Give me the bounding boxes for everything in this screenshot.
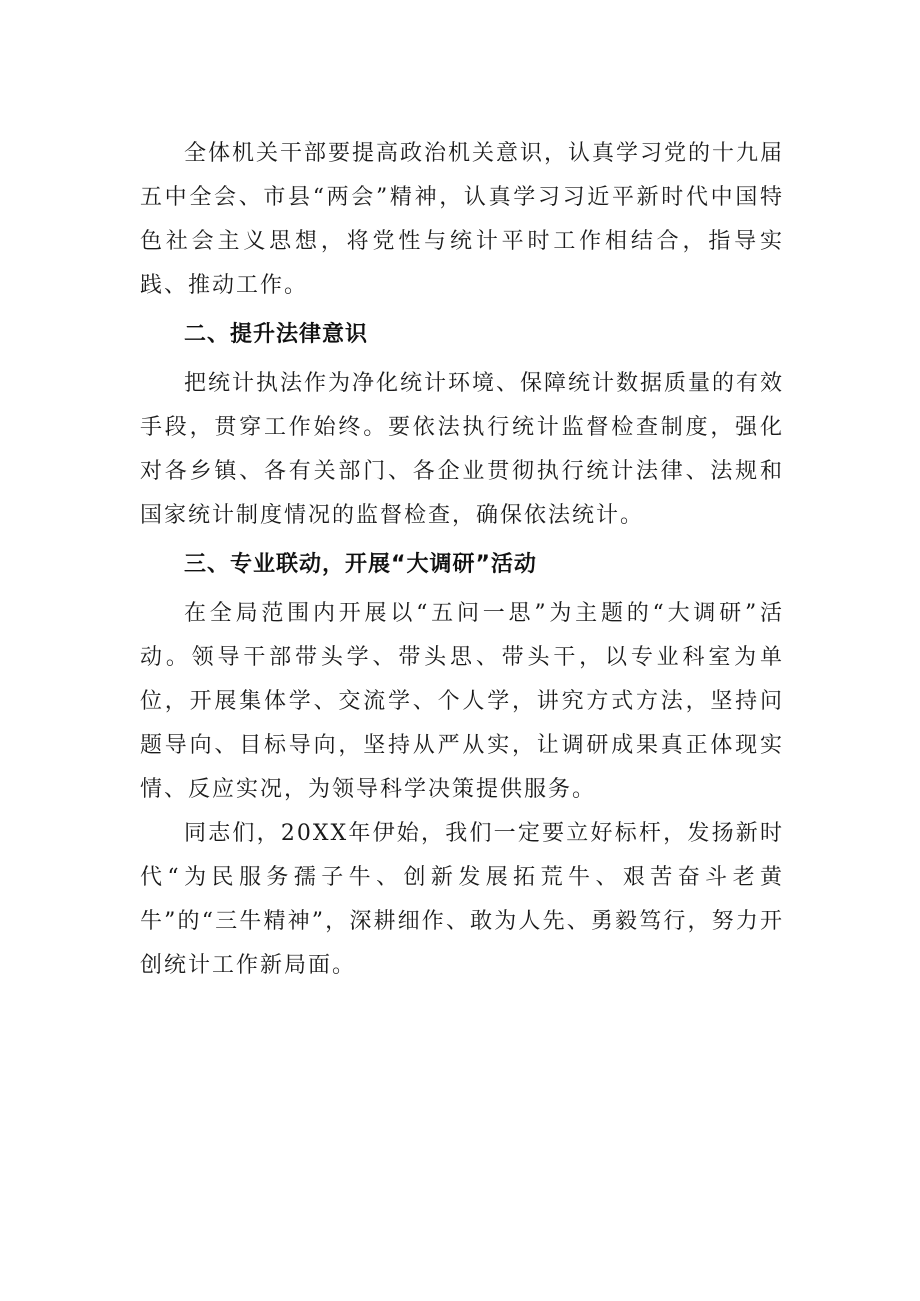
document-body [140,132,784,988]
paragraph-research-activity: 在全局范围内开展以“五问一思”为主题的“大调研”活动。领导干部带头学、带头思、带头干，以专业科室为单位，开展集体学、交流学、个人学，讲究方式方法，坚持问题导向、目标导向，坚持从严从实，让调研成果真正体现实情、反应实况，为领导科学决策提供服务。 [140,601,784,802]
paragraph-statistical-law-enforcement: 把统计执法作为净化统计环境、保障统计数据质量的有效手段，贯穿工作始终。要依法执行统计监督检查制度，强化对各乡镇、各有关部门、各企业贯彻执行统计法律、法规和国家统计制度情况的监督检查，确保依法统计。 [140,371,785,528]
section-heading-research-activity: 三、专业联动，开展“大调研”活动 [184,552,537,577]
paragraph-closing-remarks: 同志们，20XX年伊始，我们一定要立好标杆，发扬新时代“为民服务孺子牛、创新发展拓荒牛、艰苦奋斗老黄牛”的“三牛精神”，深耕细作、敢为人先、勇毅笃行，努力开创统计工作新局面。 [140,821,784,978]
section-heading-legal-awareness: 二、提升法律意识 [184,322,369,347]
paragraph-political-awareness: 全体机关干部要提高政治机关意识，认真学习党的十九届五中全会、市县“两会”精神，认真学习习近平新时代中国特色社会主义思想，将党性与统计平时工作相结合，指导实践、推动工作。 [140,141,785,298]
